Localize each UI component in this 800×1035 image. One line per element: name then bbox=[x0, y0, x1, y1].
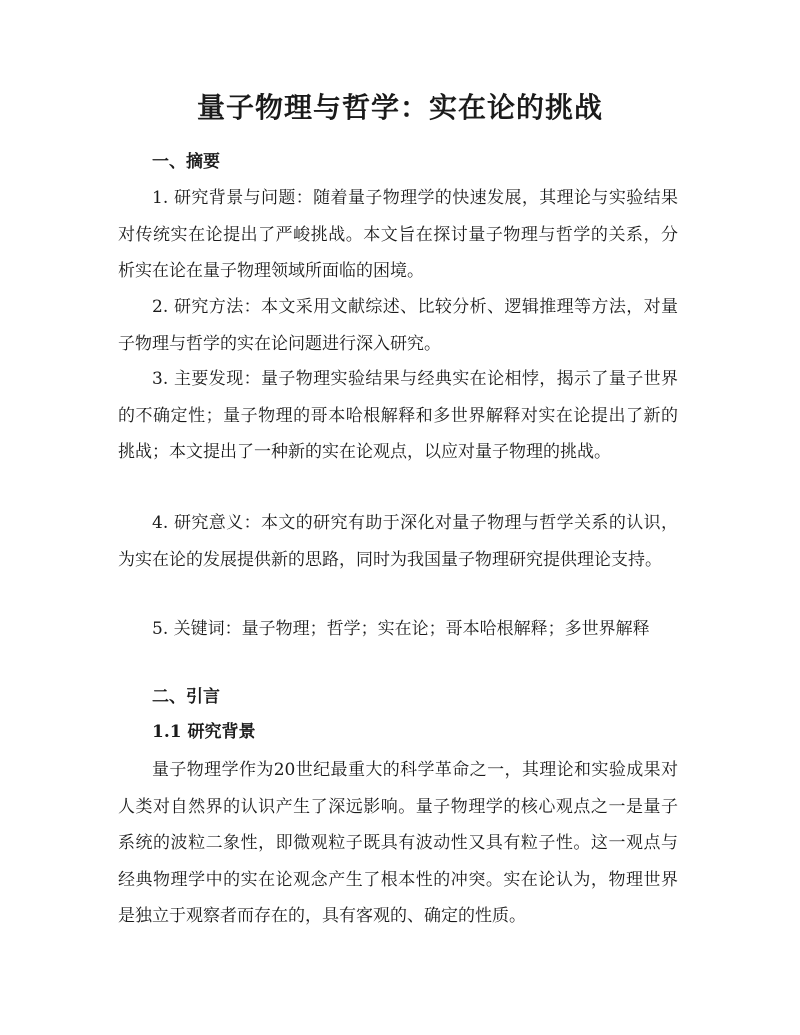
abstract-item-1: 1. 研究背景与问题：随着量子物理学的快速发展，其理论与实验结果对传统实在论提出了严峻挑战。本文旨在探讨量子物理与哲学的关系，分析实在论在量子物理领域所面临的困境。 bbox=[118, 188, 678, 281]
abstract-item-3: 3. 主要发现：量子物理实验结果与经典实在论相悖，揭示了量子世界的不确定性；量子物理的哥本哈根解释和多世界解释对实在论提出了新的挑战；本文提出了一种新的实在论观点，以应对量子物理的挑战。 bbox=[118, 369, 678, 462]
document-title: 量子物理与哲学：实在论的挑战 bbox=[196, 91, 603, 124]
introduction-heading: 二、引言 bbox=[152, 687, 220, 707]
abstract-heading: 一、摘要 bbox=[152, 152, 220, 172]
abstract-item-5-keywords: 5. 关键词：量子物理；哲学；实在论；哥本哈根解释；多世界解释 bbox=[152, 619, 650, 639]
abstract-item-2: 2. 研究方法：本文采用文献综述、比较分析、逻辑推理等方法，对量子物理与哲学的实在论问题进行深入研究。 bbox=[118, 297, 678, 354]
abstract-item-4: 4. 研究意义：本文的研究有助于深化对量子物理与哲学关系的认识，为实在论的发展提供新的思路，同时为我国量子物理研究提供理论支持。 bbox=[118, 513, 678, 570]
introduction-paragraph: 量子物理学作为20世纪最重大的科学革命之一，其理论和实验成果对人类对自然界的认识产生了深远影响。量子物理学的核心观点之一是量子系统的波粒二象性，即微观粒子既具有波动性又具有粒子性。这一观点与经典物理学中的实在论观念产生了根本性的冲突。实在论认为，物理世界是独立于观察者而存在的，具有客观的、确定的性质。 bbox=[118, 760, 678, 926]
research-background-subheading: 1.1 研究背景 bbox=[152, 722, 256, 742]
